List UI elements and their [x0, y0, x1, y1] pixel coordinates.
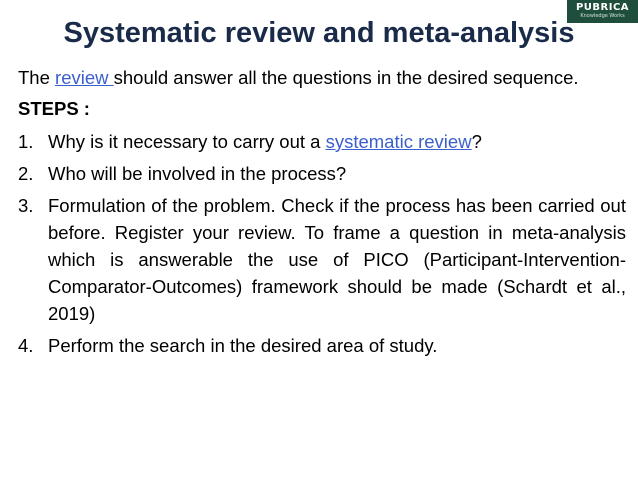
steps-list	[18, 128, 626, 359]
step-item-3	[18, 192, 626, 327]
step-number: 1.	[18, 131, 34, 152]
slide-content	[18, 64, 626, 364]
steps-heading: STEPS :	[18, 98, 90, 119]
review-link[interactable]: review	[55, 67, 114, 88]
intro-paragraph	[18, 64, 626, 91]
systematic-review-link[interactable]: systematic review	[325, 131, 472, 152]
step-number: 3.	[18, 195, 34, 216]
step-text-before: Why is it necessary to carry out a	[48, 131, 326, 152]
step-item-4	[18, 332, 626, 359]
step-text-after: ?	[471, 131, 482, 152]
intro-text-before: The	[18, 67, 56, 88]
slide-title: Systematic review and meta-analysis	[63, 17, 575, 49]
step-text: Who will be involved in the process?	[48, 163, 347, 184]
step-number: 2.	[18, 163, 34, 184]
step-number: 4.	[18, 335, 34, 356]
step-item-2	[18, 160, 626, 187]
logo-tagline: Knowledge Works	[580, 13, 625, 19]
step-text: Formulation of the problem. Check if the process has been carried out before. Register your review. To frame a question in meta-analysis which is answerable the use of PICO (Participant-Intervention-Comparator-Outcomes) framework should be made (Schardt et al., 2019)	[48, 195, 626, 324]
step-text: Perform the search in the desired area of study.	[48, 335, 438, 356]
step-item-1	[18, 128, 626, 155]
step-text	[48, 128, 626, 155]
logo-name: PUBRICA	[575, 2, 630, 13]
intro-text-after: should answer all the questions in the desired sequence.	[113, 67, 579, 88]
